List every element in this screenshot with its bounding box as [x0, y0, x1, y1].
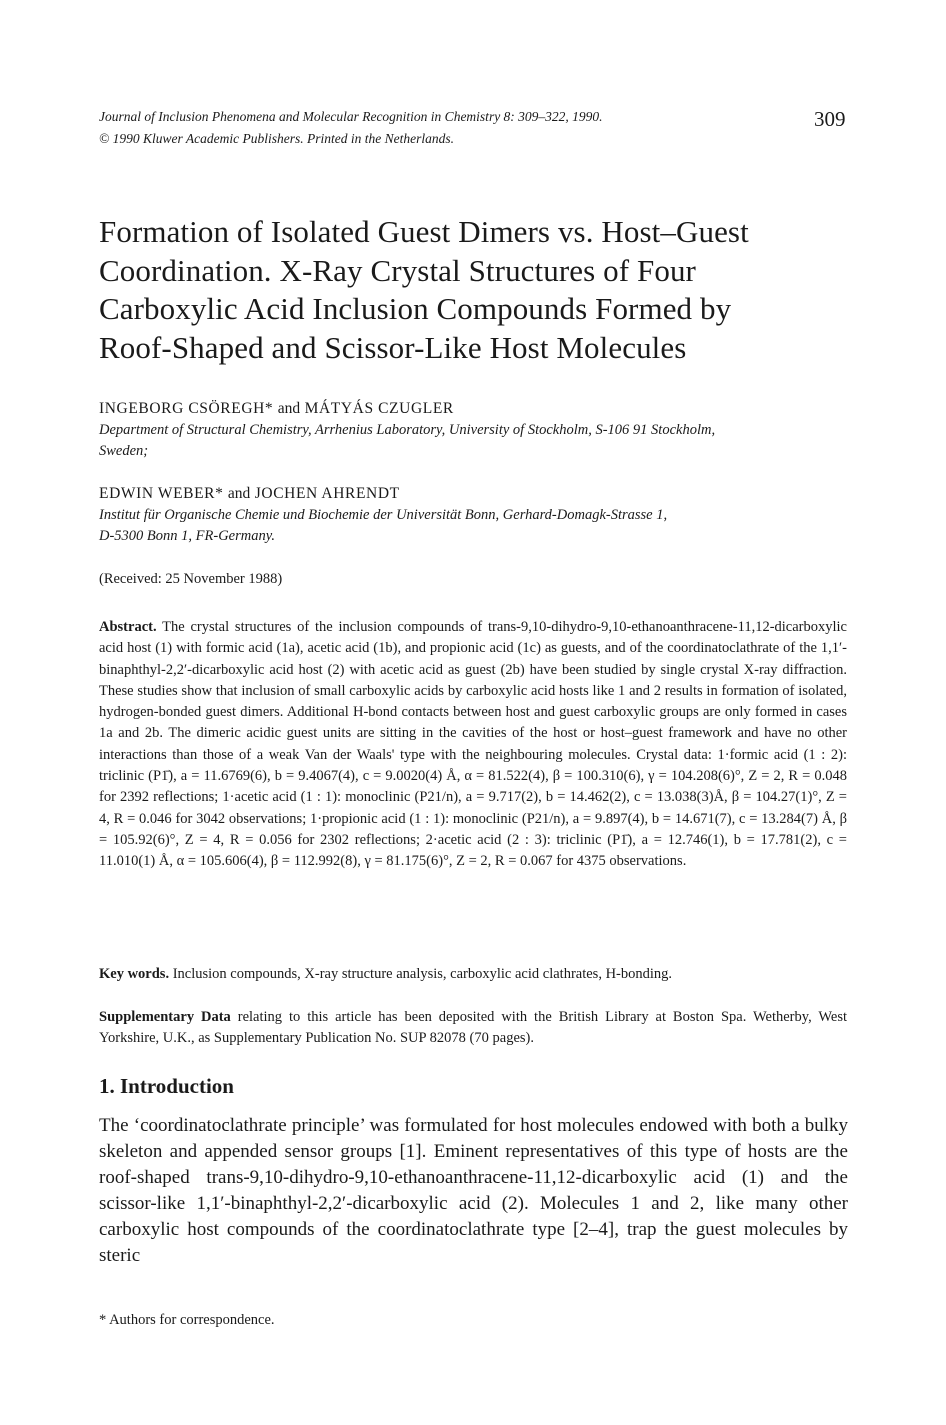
keywords-text: Inclusion compounds, X-ray structure analysis, carboxylic acid clathrates, H-bonding. — [172, 966, 673, 982]
copyright-line: © 1990 Kluwer Academic Publishers. Printed in the Netherlands. — [99, 131, 454, 146]
author-name: JOCHEN AHRENDT — [254, 485, 400, 502]
title-line: Carboxylic Acid Inclusion Compounds Formed by — [99, 291, 732, 326]
affiliation-line: Department of Structural Chemistry, Arrhenius Laboratory, University of Stockholm, S-106 91 Stockholm, — [99, 422, 716, 438]
affiliation-2 — [99, 505, 849, 547]
author-line-2 — [99, 485, 400, 503]
footnote: * Authors for correspondence. — [99, 1312, 275, 1328]
affiliation-line: Sweden; — [99, 443, 149, 459]
abstract — [99, 617, 847, 873]
introduction-paragraph: The ‘coordinatoclathrate principle’ was formulated for host molecules endowed with both a bulky skeleton and appended sensor groups [1]. Eminent representatives of this type of hosts are the roof-shaped trans-9,10-dihydro-9,10-ethanoanthracene-11,12-dicarboxylic acid (1) and the scissor-like 1,1′-binaphthyl-2,2′-dicarboxylic acid (2). Molecules 1 and 2, like many other carboxylic host compounds of the coordinatoclathrate type [2–4], trap the guest molecules by steric — [99, 1115, 848, 1267]
received-date: (Received: 25 November 1988) — [99, 571, 283, 587]
title-line: Roof-Shaped and Scissor-Like Host Molecules — [99, 329, 687, 365]
author-line-1 — [99, 400, 454, 418]
journal-citation: Journal of Inclusion Phenomena and Molecular Recognition in Chemistry 8: 309–322, 1990. — [99, 109, 603, 124]
author-name: MÁTYÁS CZUGLER — [304, 400, 454, 417]
author-name: INGEBORG CSÖREGH* — [99, 400, 274, 417]
keywords — [99, 964, 847, 985]
author-conjunction: and — [227, 485, 251, 502]
page-number: 309 — [814, 107, 846, 131]
supplementary-data — [99, 1007, 847, 1050]
title-line: Coordination. X-Ray Crystal Structures of Four — [99, 252, 696, 288]
title-line: Formation of Isolated Guest Dimers vs. Host–Guest — [99, 214, 749, 249]
article-title — [99, 213, 749, 367]
supplementary-text: relating to this article has been deposited with the British Library at Boston Spa. Wetherby, West Yorkshire, U.K., as Supplementary Publication No. SUP 82078 (70 pages). — [99, 1009, 847, 1047]
supplementary-label: Supplementary Data — [99, 1009, 231, 1025]
abstract-text: The crystal structures of the inclusion compounds of trans-9,10-dihydro-9,10-ethanoanthracene-11,12-dicarboxylic acid host (1) with formic acid (1a), acetic acid (1b), and propionic acid (1c) as guests, and of the coordinatoclathrate of the 1,1′-binaphthyl-2,2′-dicarboxylic acid host (2) with acetic acid as guest (2b) have been studied by single crystal X-ray diffraction. These studies show that inclusion of small carboxylic acids by carboxylic acid hosts like 1 and 2 results in formation of isolated, hydrogen-bonded guest dimers. Additional H-bond contacts between host and guest carboxylic groups are only formed in cases 1a and 2b. The dimeric acidic guest units are sitting in the cavities of the host or host–guest framework and have no other interactions than those of a weak Van der Waals' type with the neighbouring molecules. Crystal data: 1·formic acid (1 : 2): triclinic (P1̄), a = 11.6769(6), b = 9.4067(4), c = 9.0020(4) Å, α = 81.522(4), β = 100.310(6), γ = 104.208(6)°, Z = 2, R = 0.048 for 2392 reflections; 1·acetic acid (1 : 1): monoclinic (P21/n), a = 9.717(2), b = 14.462(2), c = 13.038(3)Å, β = 104.27(1)°, Z = 4, R = 0.046 for 3042 observations; 1·propionic acid (1 : 1): monoclinic (P21/n), a = 9.897(4), b = 14.671(7), c = 13.284(7) Å, β = 105.92(6)°, Z = 4, R = 0.056 for 2302 reflections; 2·acetic acid (2 : 3): triclinic (P1̄), a = 12.746(1), b = 17.781(2), c = 11.010(1) Å, α = 105.606(4), β = 112.992(8), γ = 81.175(6)°, Z = 2, R = 0.067 for 4375 observations. — [99, 619, 847, 870]
affiliation-line: D-5300 Bonn 1, FR-Germany. — [99, 528, 275, 544]
affiliation-line: Institut für Organische Chemie und Biochemie der Universität Bonn, Gerhard-Domagk-Strasse 1, — [99, 507, 668, 523]
author-conjunction: and — [277, 400, 301, 417]
author-name: EDWIN WEBER* — [99, 485, 224, 502]
keywords-label: Key words. — [99, 966, 170, 982]
affiliation-1 — [99, 420, 849, 462]
section-heading: 1. Introduction — [99, 1074, 234, 1098]
abstract-label: Abstract. — [99, 619, 157, 635]
